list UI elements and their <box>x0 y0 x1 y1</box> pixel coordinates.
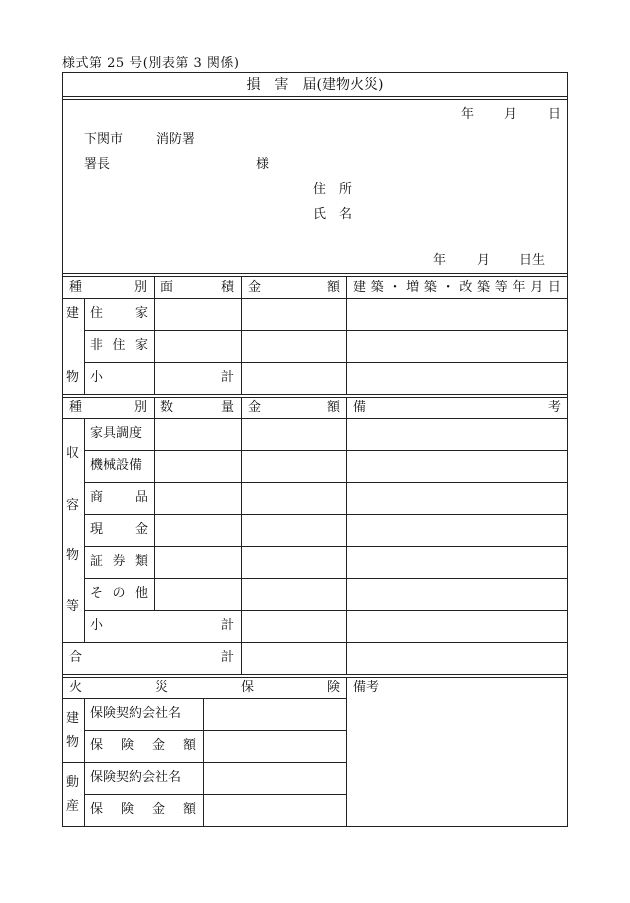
report-date-day: 日 <box>548 107 562 122</box>
insurance-movables-label: 動 <box>66 775 80 790</box>
row-line <box>62 762 347 763</box>
insurance-movables-amount: 保 険 金 額 <box>90 802 196 817</box>
insurance-building-label: 建 <box>66 711 80 726</box>
col-line <box>84 418 85 642</box>
form-number-label: 様式第 25 号(別表第 3 関係) <box>62 56 240 71</box>
contents-col-qty: 数 量 <box>160 400 234 415</box>
col-line <box>154 397 155 610</box>
section-divider <box>62 394 568 395</box>
row-label-cash: 現 金 <box>90 522 148 537</box>
report-date-month: 月 <box>504 107 518 122</box>
row-line <box>62 418 568 419</box>
row-line <box>84 362 568 363</box>
contents-group-label: 等 <box>66 599 80 614</box>
addressee-honorific: 様 <box>256 157 270 172</box>
buildings-col-amount: 金 額 <box>248 280 340 295</box>
birth-day: 日生 <box>519 253 546 268</box>
row-line <box>84 450 568 451</box>
row-line <box>84 610 568 611</box>
insurance-building-company: 保険契約会社名 <box>90 706 182 721</box>
col-line <box>84 698 85 827</box>
col-line <box>154 276 155 395</box>
buildings-subtotal: 小 計 <box>90 370 234 385</box>
row-line <box>84 578 568 579</box>
row-label-machinery: 機械設備 <box>90 458 143 473</box>
row-line <box>84 482 568 483</box>
col-line <box>203 698 204 827</box>
buildings-col-date: 建 築 ・ 増 築 ・ 改 築 等 年 月 日 <box>353 280 561 295</box>
buildings-col-type: 種 別 <box>69 280 147 295</box>
contents-group-label: 物 <box>66 548 80 563</box>
contents-subtotal: 小 計 <box>90 618 234 633</box>
col-line <box>84 298 85 395</box>
row-label-other: そ の 他 <box>90 586 148 601</box>
row-label-securities: 証 券 類 <box>90 554 148 569</box>
section-divider-double <box>62 397 568 398</box>
applicant-address-label: 住 所 <box>313 182 353 197</box>
section-divider <box>62 674 568 675</box>
insurance-movables-company: 保険契約会社名 <box>90 770 182 785</box>
row-line <box>62 698 347 699</box>
contents-col-amount: 金 額 <box>248 400 340 415</box>
row-label-non-residence: 非 住 家 <box>90 338 148 353</box>
insurance-building-amount: 保 険 金 額 <box>90 738 196 753</box>
row-line <box>84 514 568 515</box>
addressee-chief: 署長 <box>84 157 111 172</box>
addressee-station: 消防署 <box>156 132 196 147</box>
report-date-year: 年 <box>461 107 475 122</box>
insurance-building-label: 物 <box>66 735 80 750</box>
applicant-name-label: 氏 名 <box>313 207 353 222</box>
grand-total: 合 計 <box>69 650 234 665</box>
row-line <box>84 330 568 331</box>
buildings-group-label: 建 <box>66 306 80 321</box>
row-label-furniture: 家具調度 <box>90 426 143 441</box>
contents-group-label: 容 <box>66 498 80 513</box>
contents-group-label: 収 <box>66 446 80 461</box>
header-divider <box>62 273 568 274</box>
col-line <box>241 397 242 674</box>
section-divider-double <box>62 677 568 678</box>
title-divider <box>62 96 568 97</box>
insurance-remarks-label: 備考 <box>353 680 380 695</box>
addressee-city: 下関市 <box>84 132 124 147</box>
col-line <box>346 276 347 395</box>
row-line <box>62 298 568 299</box>
insurance-movables-label: 産 <box>66 799 80 814</box>
birth-month: 月 <box>477 253 491 268</box>
buildings-group-label: 物 <box>66 370 80 385</box>
title-divider-double <box>62 99 568 100</box>
form-title: 損 害 届(建物火災) <box>246 77 384 93</box>
insurance-header: 火 災 保 険 <box>69 680 340 695</box>
buildings-col-area: 面 積 <box>160 280 234 295</box>
row-label-merchandise: 商 品 <box>90 490 148 505</box>
contents-col-type: 種 別 <box>69 400 147 415</box>
header-divider-double <box>62 276 568 277</box>
row-line <box>84 794 347 795</box>
col-line <box>241 276 242 395</box>
row-line <box>84 546 568 547</box>
birth-year: 年 <box>433 253 447 268</box>
row-line <box>62 642 568 643</box>
col-line <box>346 677 347 827</box>
row-label-residence: 住 家 <box>90 306 148 321</box>
contents-col-remarks: 備 考 <box>353 400 561 415</box>
row-line <box>84 730 347 731</box>
col-line <box>346 397 347 674</box>
